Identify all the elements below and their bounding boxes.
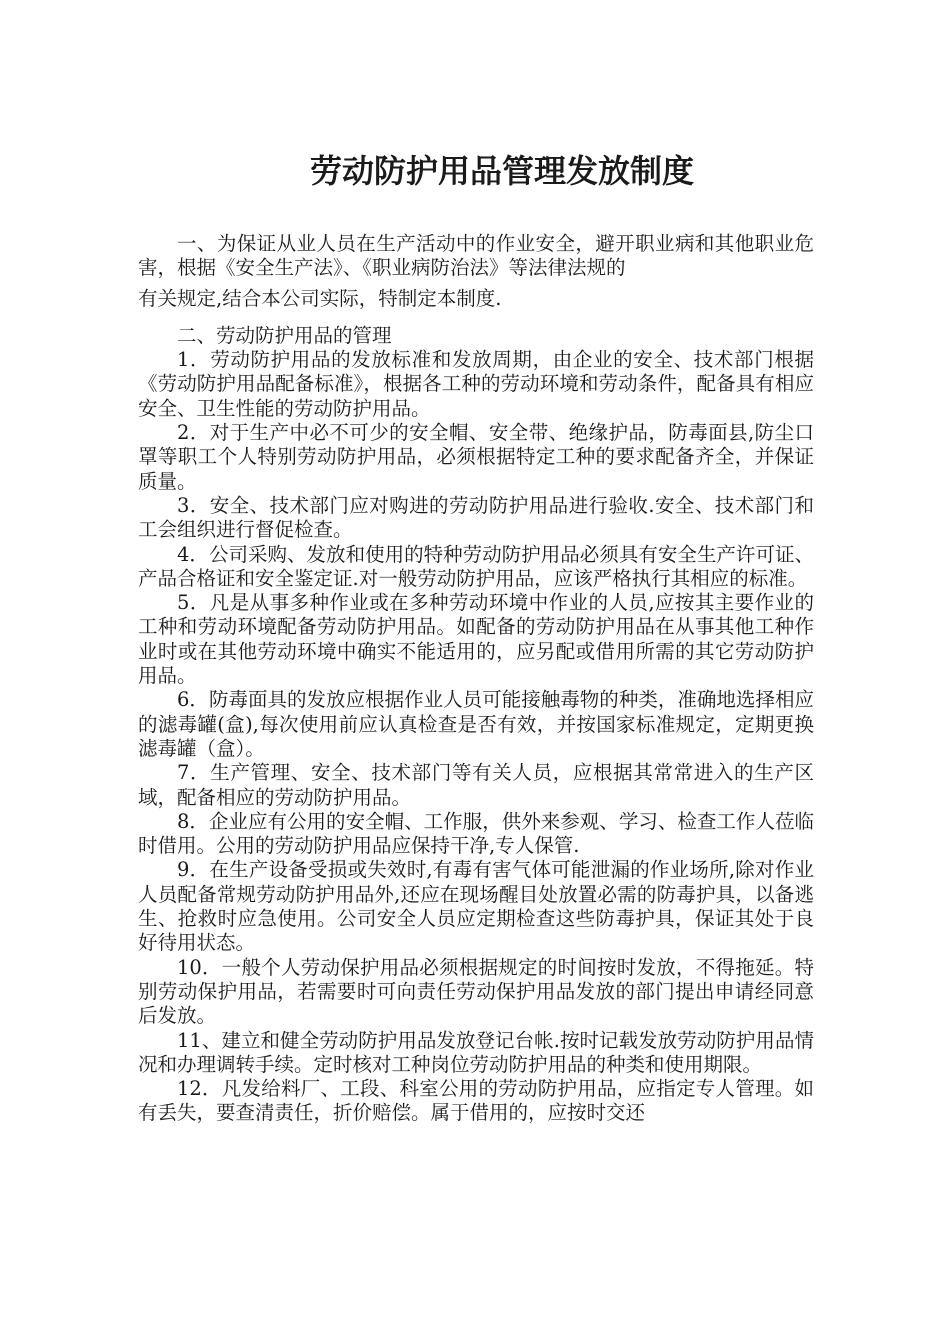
regulation-item-4: 4．公司采购、发放和使用的特种劳动防护用品必须具有安全生产许可证、产品合格证和安全鉴定证.对一般劳动防护用品，应该严格执行其相应的标准。 [138, 542, 814, 590]
regulation-item-3: 3．安全、技术部门应对购进的劳动防护用品进行验收.安全、技术部门和工会组织进行督促检查。 [138, 493, 814, 542]
regulation-item-5: 5．凡是从事多种作业或在多种劳动环境中作业的人员,应按其主要作业的工种和劳动环境配备劳动防护用品。如配备的劳动防护用品在从事其他工种作业时或在其他劳动环境中确实不能适用的，应另配或借用所需的其它劳动防护用品。 [138, 591, 814, 688]
document-title: 劳动防护用品管理发放制度 [309, 152, 694, 191]
regulation-item-6: 6．防毒面具的发放应根据作业人员可能接触毒物的种类，准确地选择相应的滤毒罐(盒),每次使用前应认真检查是否有效，并按国家标准规定，定期更换滤毒罐（盒）。 [138, 688, 814, 760]
regulation-item-9: 9．在生产设备受损或失效时,有毒有害气体可能泄漏的作业场所,除对作业人员配备常规劳动防护用品外,还应在现场醒目处放置必需的防毒护具，以备逃生、抢救时应急使用。公司安全人员应定期检查这些防毒护具，保证其处于良好待用状态。 [138, 858, 814, 955]
intro-paragraph-continued: 有关规定,结合本公司实际，特制定本制度. [138, 286, 502, 310]
document-body [138, 232, 814, 1126]
section-heading: 二、劳动防护用品的管理 [177, 323, 392, 347]
regulation-item-10: 10．一般个人劳动保护用品必须根据规定的时间按时发放，不得拖延。特别劳动保护用品，若需要时可向责任劳动保护用品发放的部门提出申请经同意后发放。 [138, 955, 814, 1028]
regulation-item-2: 2．对于生产中必不可少的安全帽、安全带、绝缘护品，防毒面县,防尘口罩等职工个人特别劳动防护用品，必须根据特定工种的要求配备齐全，并保证质量。 [138, 421, 814, 493]
intro-paragraph: 一、为保证从业人员在生产活动中的作业安全，避开职业病和其他职业危害，根据《安全生产法》、《职业病防治法》等法律法规的 [138, 232, 814, 280]
regulation-item-8: 8．企业应有公用的安全帽、工作服，供外来参观、学习、检查工作人莅临时借用。公用的劳动防护用品应保持干净,专人保管. [138, 809, 814, 858]
regulation-item-12: 12．凡发给料厂、工段、科室公用的劳动防护用品，应指定专人管理。如有丢失，要查清责任，折价赔偿。属于借用的，应按时交还 [138, 1077, 814, 1125]
regulation-item-1: 1．劳动防护用品的发放标准和发放周期，由企业的安全、技术部门根据《劳动防护用品配备标准》，根据各工种的劳动环境和劳动条件，配备具有相应安全、卫生性能的劳动防护用品。 [138, 348, 814, 420]
regulation-item-7: 7．生产管理、安全、技术部门等有关人员，应根据其常常进入的生产区域，配备相应的劳动防护用品。 [138, 761, 814, 809]
regulation-item-11: 11、建立和健全劳动防护用品发放登记台帐.按时记载发放劳动防护用品情况和办理调转手续。定时核对工种岗位劳动防护用品的种类和使用期限。 [138, 1028, 814, 1076]
